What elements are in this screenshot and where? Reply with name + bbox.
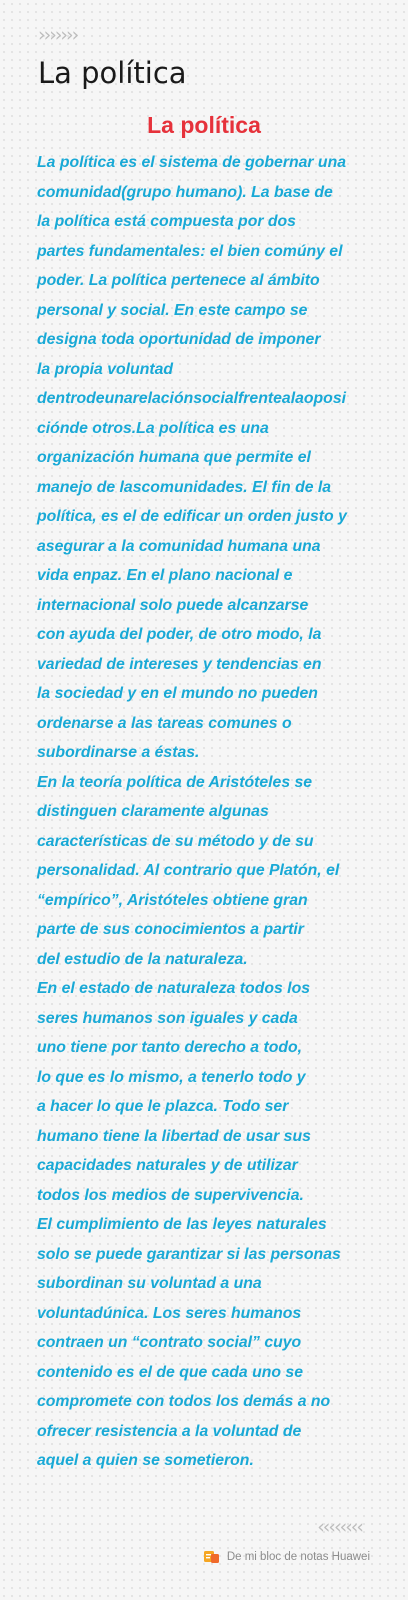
chevron-decoration-top: ›››››››: [38, 24, 78, 46]
page-title: La política: [38, 56, 187, 90]
footer-text: De mi bloc de notas Huawei: [226, 1550, 370, 1563]
footer-attribution: [204, 1550, 370, 1563]
note-body: [37, 148, 369, 1476]
note-paragraph-3: En el estado de naturaleza todos los seres humanos son iguales y cada uno tiene por tanto derecho a todo, lo que es lo mismo, a tenerlo todo y a hacer lo que le plazca. Todo ser humano tiene la libertad de usar sus capacidades naturales y de utilizar todos los medios de supervivencia. El cumplimiento de las leyes naturales solo se puede garantizar si las personas subordinan su voluntad a una voluntadúnica. Los seres humanos contraen un “contrato social” cuyo contenido es el de que cada uno se compromete con todos los demás a no ofrecer resistencia a la voluntad de aquel a quien se sometieron.: [37, 980, 341, 1469]
note-heading: La política: [147, 112, 261, 138]
note-paragraph-1: La política es el sistema de gobernar una comunidad(grupo humano). La base de la política está compuesta por dos partes fundamentales: el bien comúny el poder. La política pertenece al ámbito personal y social. En este campo se designa toda oportunidad de imponer la propia voluntad dentrodeunarelaciónsocialfrentealaoposi ciónde otros.La política es una organización humana que permite el manejo de lascomunidades. El fin de la política, es el de edificar un orden justo y asegurar a la comunidad humana una vida enpaz. En el plano nacional e internacional solo puede alcanzarse con ayuda del poder, de otro modo, la variedad de intereses y tendencias en la sociedad y en el mundo no pueden ordenarse a las tareas comunes o subordinarse a éstas.: [37, 154, 347, 761]
chevron-decoration-bottom: ‹‹‹‹‹‹‹‹: [317, 1516, 362, 1538]
notes-icon: [204, 1550, 219, 1563]
note-paragraph-2: En la teoría política de Aristóteles se distinguen claramente algunas características de su método y de su personalidad. Al contrario que Platón, el “empírico”, Aristóteles obtiene gran parte de sus conocimientos a partir del estudio de la naturaleza.: [37, 773, 340, 968]
